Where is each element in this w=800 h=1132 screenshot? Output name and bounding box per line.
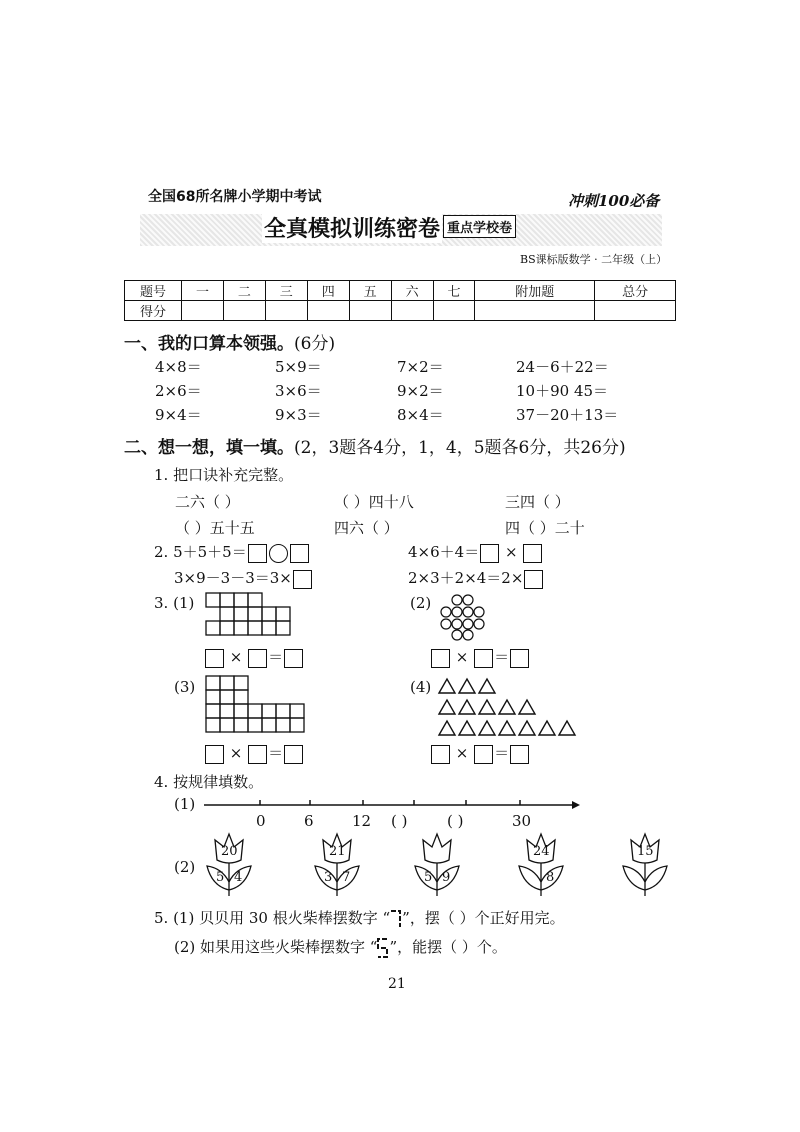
tick-label: 12 bbox=[352, 812, 372, 830]
q3-part-1: (1) bbox=[173, 594, 195, 612]
q2-line-a bbox=[154, 541, 310, 563]
flower-right-number: 4 bbox=[234, 870, 243, 885]
q1-blank[interactable]: （ ）四十八 bbox=[334, 493, 414, 511]
answer-box[interactable] bbox=[284, 649, 303, 668]
answer-box[interactable] bbox=[474, 745, 493, 764]
q1-blank[interactable]: 四（ ）二十 bbox=[505, 519, 585, 537]
q3-square-grid-3 bbox=[206, 676, 316, 738]
section2-points: (2，3题各4分，1，4，5题各6分，共26分) bbox=[294, 438, 626, 458]
score-input-cell[interactable] bbox=[391, 301, 433, 321]
calc-item: 4×8＝ bbox=[155, 358, 202, 376]
page-number: 21 bbox=[388, 976, 406, 992]
section1-points: (6分) bbox=[294, 334, 336, 354]
matchstick-digit-5-icon bbox=[377, 937, 389, 959]
flower bbox=[204, 832, 254, 898]
answer-box[interactable] bbox=[205, 649, 224, 668]
section1-heading: 一、我的口算本领强。 bbox=[124, 334, 294, 354]
exam-name: 全国68所名牌小学期中考试 bbox=[148, 189, 322, 205]
q3-answer-row-4 bbox=[430, 742, 530, 764]
answer-box[interactable] bbox=[205, 745, 224, 764]
calc-item: 9×4＝ bbox=[155, 406, 202, 424]
tick-label: 0 bbox=[256, 812, 266, 830]
score-cell: 题号 bbox=[125, 281, 182, 301]
calc-item: 10＋90 45＝ bbox=[516, 382, 609, 400]
times-sign: × bbox=[504, 543, 518, 561]
score-cell: 总分 bbox=[595, 281, 676, 301]
times-sign: × bbox=[229, 744, 243, 762]
tick-label: 30 bbox=[512, 812, 532, 830]
q1-label: 1. 把口诀补充完整。 bbox=[154, 466, 294, 484]
q3-answer-row-1 bbox=[204, 646, 304, 668]
tick-label: 6 bbox=[304, 812, 314, 830]
flower-outline bbox=[204, 832, 254, 898]
q2-expression: 3×9－3－3＝3× bbox=[174, 569, 292, 587]
q3-square-grid-1 bbox=[206, 593, 296, 638]
q3-answer-row-3 bbox=[204, 742, 304, 764]
score-cell: 附加题 bbox=[475, 281, 595, 301]
q3-label bbox=[154, 594, 194, 612]
q3-part-4: (4) bbox=[410, 678, 432, 696]
score-input-cell[interactable] bbox=[223, 301, 265, 321]
equals-sign: ＝ bbox=[268, 648, 284, 666]
answer-box[interactable] bbox=[510, 649, 529, 668]
score-table-score-row bbox=[125, 301, 676, 321]
q3-triangle-rows bbox=[438, 678, 588, 738]
flower-top-number: 21 bbox=[329, 844, 346, 859]
q3-part-2: (2) bbox=[410, 594, 432, 612]
times-sign: × bbox=[455, 648, 469, 666]
answer-box[interactable] bbox=[480, 544, 499, 563]
answer-box[interactable] bbox=[284, 745, 303, 764]
score-row-label: 得分 bbox=[125, 301, 182, 321]
q2-line-b bbox=[408, 541, 543, 563]
q4-part-2: (2) bbox=[174, 858, 196, 876]
flower bbox=[516, 832, 566, 898]
flower bbox=[312, 832, 362, 898]
slogan: 冲刺100必备 bbox=[568, 192, 660, 210]
times-sign: × bbox=[455, 744, 469, 762]
flower-left-number: 5 bbox=[216, 870, 225, 885]
score-input-cell[interactable] bbox=[433, 301, 475, 321]
q2-label: 2. bbox=[154, 543, 169, 561]
calc-item: 5×9＝ bbox=[275, 358, 322, 376]
edition-label: BS课标版数学 · 二年级（上） bbox=[520, 253, 668, 266]
calc-item: 2×6＝ bbox=[155, 382, 202, 400]
q1-blank[interactable]: 四六（ ） bbox=[334, 519, 399, 537]
score-cell: 三 bbox=[265, 281, 307, 301]
q5-line-1 bbox=[154, 907, 565, 929]
score-input-cell[interactable] bbox=[349, 301, 391, 321]
score-cell: 一 bbox=[182, 281, 224, 301]
score-cell: 五 bbox=[349, 281, 391, 301]
score-input-cell[interactable] bbox=[265, 301, 307, 321]
q3-circle-cluster bbox=[436, 594, 496, 640]
q2-expression: 2×3＋2×4＝2× bbox=[408, 569, 524, 587]
section2-heading: 二、想一想，填一填。 bbox=[124, 438, 294, 458]
flower-right-number: 8 bbox=[546, 870, 555, 885]
flower-outline bbox=[312, 832, 362, 898]
flower bbox=[620, 832, 670, 898]
score-cell: 六 bbox=[391, 281, 433, 301]
flower-left-number: 3 bbox=[324, 870, 333, 885]
flower-top-number: 24 bbox=[533, 844, 550, 859]
flower-outline bbox=[412, 832, 462, 898]
flower-top-number: 20 bbox=[221, 844, 238, 859]
flower-left-number: 5 bbox=[424, 870, 433, 885]
q4-label: 4. 按规律填数。 bbox=[154, 773, 264, 791]
section1-title bbox=[124, 329, 335, 354]
score-table bbox=[124, 280, 676, 321]
answer-box[interactable] bbox=[431, 649, 450, 668]
number-line bbox=[204, 798, 584, 812]
tick-blank[interactable]: ( ) bbox=[447, 812, 464, 830]
section2-title bbox=[124, 433, 626, 458]
calc-item: 3×6＝ bbox=[275, 382, 322, 400]
calc-item: 8×4＝ bbox=[397, 406, 444, 424]
calc-item: 9×2＝ bbox=[397, 382, 444, 400]
score-input-cell[interactable] bbox=[182, 301, 224, 321]
flower-right-number: 9 bbox=[442, 870, 451, 885]
q2-line-c bbox=[174, 567, 313, 589]
q2-expression: 4×6＋4＝ bbox=[408, 543, 480, 561]
equals-sign: ＝ bbox=[268, 744, 284, 762]
equals-sign: ＝ bbox=[494, 744, 510, 762]
q5-text: ”，摆（ ）个正好用完。 bbox=[402, 909, 565, 927]
flower bbox=[412, 832, 462, 898]
equals-sign: ＝ bbox=[494, 648, 510, 666]
answer-box[interactable] bbox=[248, 544, 267, 563]
score-input-cell[interactable] bbox=[595, 301, 676, 321]
matchstick-digit-7-icon bbox=[390, 909, 402, 929]
q3-number: 3. bbox=[154, 594, 169, 612]
times-sign: × bbox=[229, 648, 243, 666]
flower-outline bbox=[620, 832, 670, 898]
q5-text: (2) 如果用这些火柴棒摆数字 “ bbox=[174, 938, 378, 956]
calc-item: 37－20＋13＝ bbox=[516, 406, 619, 424]
q1-blank[interactable]: 二六（ ） bbox=[175, 493, 240, 511]
answer-box[interactable] bbox=[474, 649, 493, 668]
answer-box[interactable] bbox=[524, 570, 543, 589]
calc-item: 9×3＝ bbox=[275, 406, 322, 424]
q1-blank[interactable]: （ ）五十五 bbox=[175, 519, 255, 537]
q4-part-1: (1) bbox=[174, 795, 196, 813]
q5-text: ”，能摆（ ）个。 bbox=[389, 938, 507, 956]
score-cell: 七 bbox=[433, 281, 475, 301]
score-input-cell[interactable] bbox=[307, 301, 349, 321]
q1-blank[interactable]: 三四（ ） bbox=[505, 493, 570, 511]
answer-box[interactable] bbox=[523, 544, 542, 563]
tick-blank[interactable]: ( ) bbox=[391, 812, 408, 830]
calc-item: 7×2＝ bbox=[397, 358, 444, 376]
q3-answer-row-2 bbox=[430, 646, 530, 668]
answer-box[interactable] bbox=[431, 745, 450, 764]
operator-circle[interactable] bbox=[269, 544, 288, 563]
answer-box[interactable] bbox=[248, 649, 267, 668]
q5-text: 5. (1) 贝贝用 30 根火柴棒摆数字 “ bbox=[154, 909, 391, 927]
q2-expression: 5＋5＋5＝ bbox=[173, 543, 247, 561]
q2-line-d bbox=[408, 567, 544, 589]
answer-box[interactable] bbox=[290, 544, 309, 563]
calc-item: 24－6＋22＝ bbox=[516, 358, 609, 376]
answer-box[interactable] bbox=[510, 745, 529, 764]
q3-part-3: (3) bbox=[174, 678, 196, 696]
school-badge: 重点学校卷 bbox=[443, 215, 516, 238]
q5-line-2 bbox=[174, 936, 507, 959]
answer-box[interactable] bbox=[248, 745, 267, 764]
score-input-cell[interactable] bbox=[475, 301, 595, 321]
flower-right-number: 7 bbox=[342, 870, 351, 885]
score-cell: 四 bbox=[307, 281, 349, 301]
flower-outline bbox=[516, 832, 566, 898]
answer-box[interactable] bbox=[293, 570, 312, 589]
page-title: 全真模拟训练密卷 bbox=[262, 212, 442, 243]
score-cell: 二 bbox=[223, 281, 265, 301]
flower-top-number: 15 bbox=[637, 844, 654, 859]
score-table-header-row bbox=[125, 281, 676, 301]
